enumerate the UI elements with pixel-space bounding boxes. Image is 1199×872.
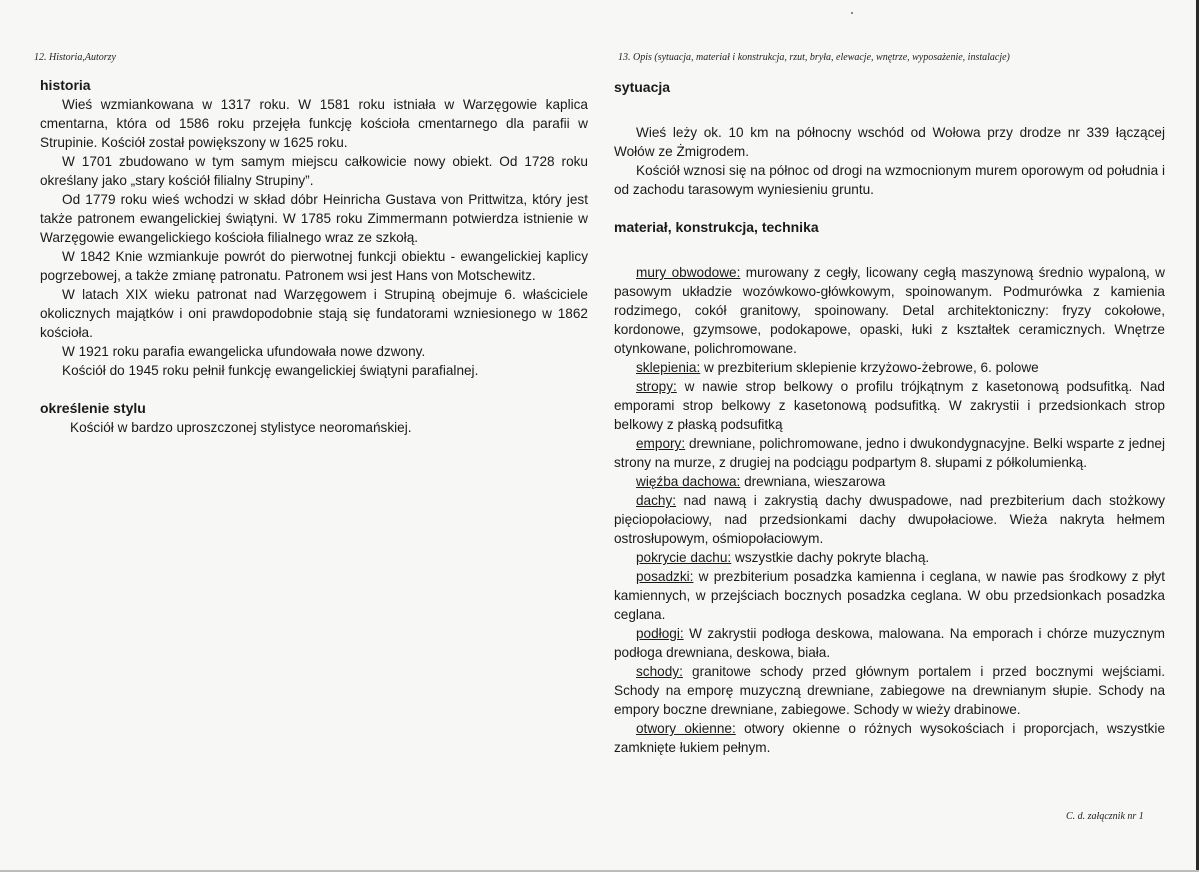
item-term: podłogi: xyxy=(636,626,684,641)
material-item xyxy=(614,624,1165,662)
style-text: Kościół w bardzo uproszczonej stylistyce neoromańskiej. xyxy=(70,420,412,435)
item-text: otwory okienne o różnych wysokościach i proporcjach, wszystkie zamknięte łukiem pełnym. xyxy=(614,721,1165,755)
item-term: sklepienia: xyxy=(636,360,701,375)
item-text: drewniana, wieszarowa xyxy=(740,474,886,489)
item-text: drewniane, polichromowane, jedno i dwukondygnacyjne. Belki wsparte z jednej strony na murze, z drugiej na podciągu podpartym 8. słupami z półkolumienką. xyxy=(614,436,1165,470)
item-term: posadzki: xyxy=(636,569,694,584)
scan-speck xyxy=(851,12,853,14)
history-paragraph: Wieś wzmiankowana w 1317 roku. W 1581 roku istniała w Warzęgowie kaplica cmentarna, która od 1586 roku przejęła funkcję kościoła cmentarnego dla parafii w Strupinie. Kościół został powiększony w 1625 roku. xyxy=(40,97,588,150)
item-term: otwory okienne: xyxy=(636,721,736,736)
style-heading: określenie stylu xyxy=(40,400,146,416)
material-item xyxy=(614,472,1165,491)
history-heading: historia xyxy=(40,77,91,93)
situation-heading: sytuacja xyxy=(614,79,671,95)
material-item xyxy=(614,719,1165,757)
item-term: stropy: xyxy=(636,379,677,394)
right-column xyxy=(614,78,1165,757)
situation-paragraph: Wieś leży ok. 10 km na północny wschód od Wołowa przy drodze nr 339 łączącej Wołów ze Żmigrodem. xyxy=(614,125,1165,159)
item-text: murowany z cegły, licowany cegłą maszynową średnio wypaloną, w pasowym układzie wozówkowo-główkowym, spoinowanym. Podmurówka z kamienia rodzimego, cokół granitowy, spoinowany. Detal architektoniczny: fryzy cokołowe, kordonowe, gzymsowe, podokapowe, opaski, łuki z kształtek ceramicznych. Wnętrze otynkowane, polichromowane. xyxy=(614,265,1165,356)
item-term: empory: xyxy=(636,436,686,451)
item-text: wszystkie dachy pokryte blachą. xyxy=(731,550,930,565)
material-heading: materiał, konstrukcja, technika xyxy=(614,219,819,235)
material-item xyxy=(614,567,1165,624)
item-term: schody: xyxy=(636,664,683,679)
history-paragraph: Kościół do 1945 roku pełnił funkcję ewangelickiej świątyni parafialnej. xyxy=(62,363,479,378)
item-term: dachy: xyxy=(636,493,677,508)
material-item xyxy=(614,491,1165,548)
item-text: granitowe schody przed głównym portalem i przed bocznymi wejściami. Schody na emporę muzyczną drewniane, zabiegowe na drewnianym słupie. Schody na empory boczne drewniane, zabiegowe. Schody w wieży drabinowe. xyxy=(614,664,1165,717)
item-term: pokrycie dachu: xyxy=(636,550,732,565)
left-column xyxy=(40,76,588,437)
history-paragraph: W 1701 zbudowano w tym samym miejscu całkowicie nowy obiekt. Od 1728 roku określany jako „stary kościół filialny Strupiny”. xyxy=(40,154,588,188)
page-footer: C. d. załącznik nr 1 xyxy=(1066,811,1144,822)
material-item xyxy=(614,662,1165,719)
item-text: W zakrystii podłoga deskowa, malowana. Na emporach i chórze muzycznym podłoga drewniana, deskowa, biała. xyxy=(614,626,1165,660)
right-page-header: 13. Opis (sytuacja, materiał i konstrukcja, rzut, bryła, elewacje, wnętrze, wyposażenie, instalacje) xyxy=(618,52,1010,63)
history-paragraph: W 1921 roku parafia ewangelicka ufundowała nowe dzwony. xyxy=(62,344,426,359)
item-text: w nawie strop belkowy o profilu trójkątnym z kasetonową podsufitką. Nad emporami strop belkowy z kasetonową podsufitką. W zakrystii i przedsionkach strop belkowy z płaską podsufitką xyxy=(614,379,1165,432)
material-item xyxy=(614,358,1165,377)
item-text: nad nawą i zakrystią dachy dwuspadowe, nad prezbiterium dach stożkowy pięciopołaciowy, nad przedsionkami dachy dwupołaciowe. Wieża nakryta hełmem ostrosłupowym, ośmiopołaciowym. xyxy=(614,493,1165,546)
material-item xyxy=(614,434,1165,472)
item-term: więźba dachowa: xyxy=(636,474,741,489)
item-text: w prezbiterium sklepienie krzyżowo-żebrowe, 6. polowe xyxy=(700,360,1039,375)
material-item xyxy=(614,377,1165,434)
material-item xyxy=(614,263,1165,358)
material-item xyxy=(614,548,1165,567)
history-paragraph: W 1842 Knie wzmiankuje powrót do pierwotnej funkcji obiektu - ewangelickiej kaplicy pogrzebowej, a także zmianę patronatu. Patronem wsi jest Hans von Motschewitz. xyxy=(40,249,588,283)
history-paragraph: Od 1779 roku wieś wchodzi w skład dóbr Heinricha Gustava von Prittwitza, który jest także patronem ewangelickiej świątyni. W 1785 roku Zimmermann potwierdza istnienie w Warzęgowie ewangelickiego kościoła filialnego wraz ze szkołą. xyxy=(40,192,588,245)
situation-paragraph: Kościół wznosi się na północ od drogi na wzmocnionym murem oporowym od południa i od zachodu tarasowym wyniesieniu gruntu. xyxy=(614,163,1165,197)
history-paragraph: W latach XIX wieku patronat nad Warzęgowem i Strupiną obejmuje 6. właściciele okolicznych majątków i oni prawdopodobnie stają się fundatorami wzniesionego w 1862 kościoła. xyxy=(40,287,588,340)
item-term: mury obwodowe: xyxy=(636,265,741,280)
item-text: w prezbiterium posadzka kamienna i ceglana, w nawie pas środkowy z płyt kamiennych, w przejściach bocznych posadzka ceglana. W obu przedsionkach posadzka ceglana. xyxy=(614,569,1165,622)
left-page-header: 12. Historia,Autorzy xyxy=(34,52,116,63)
